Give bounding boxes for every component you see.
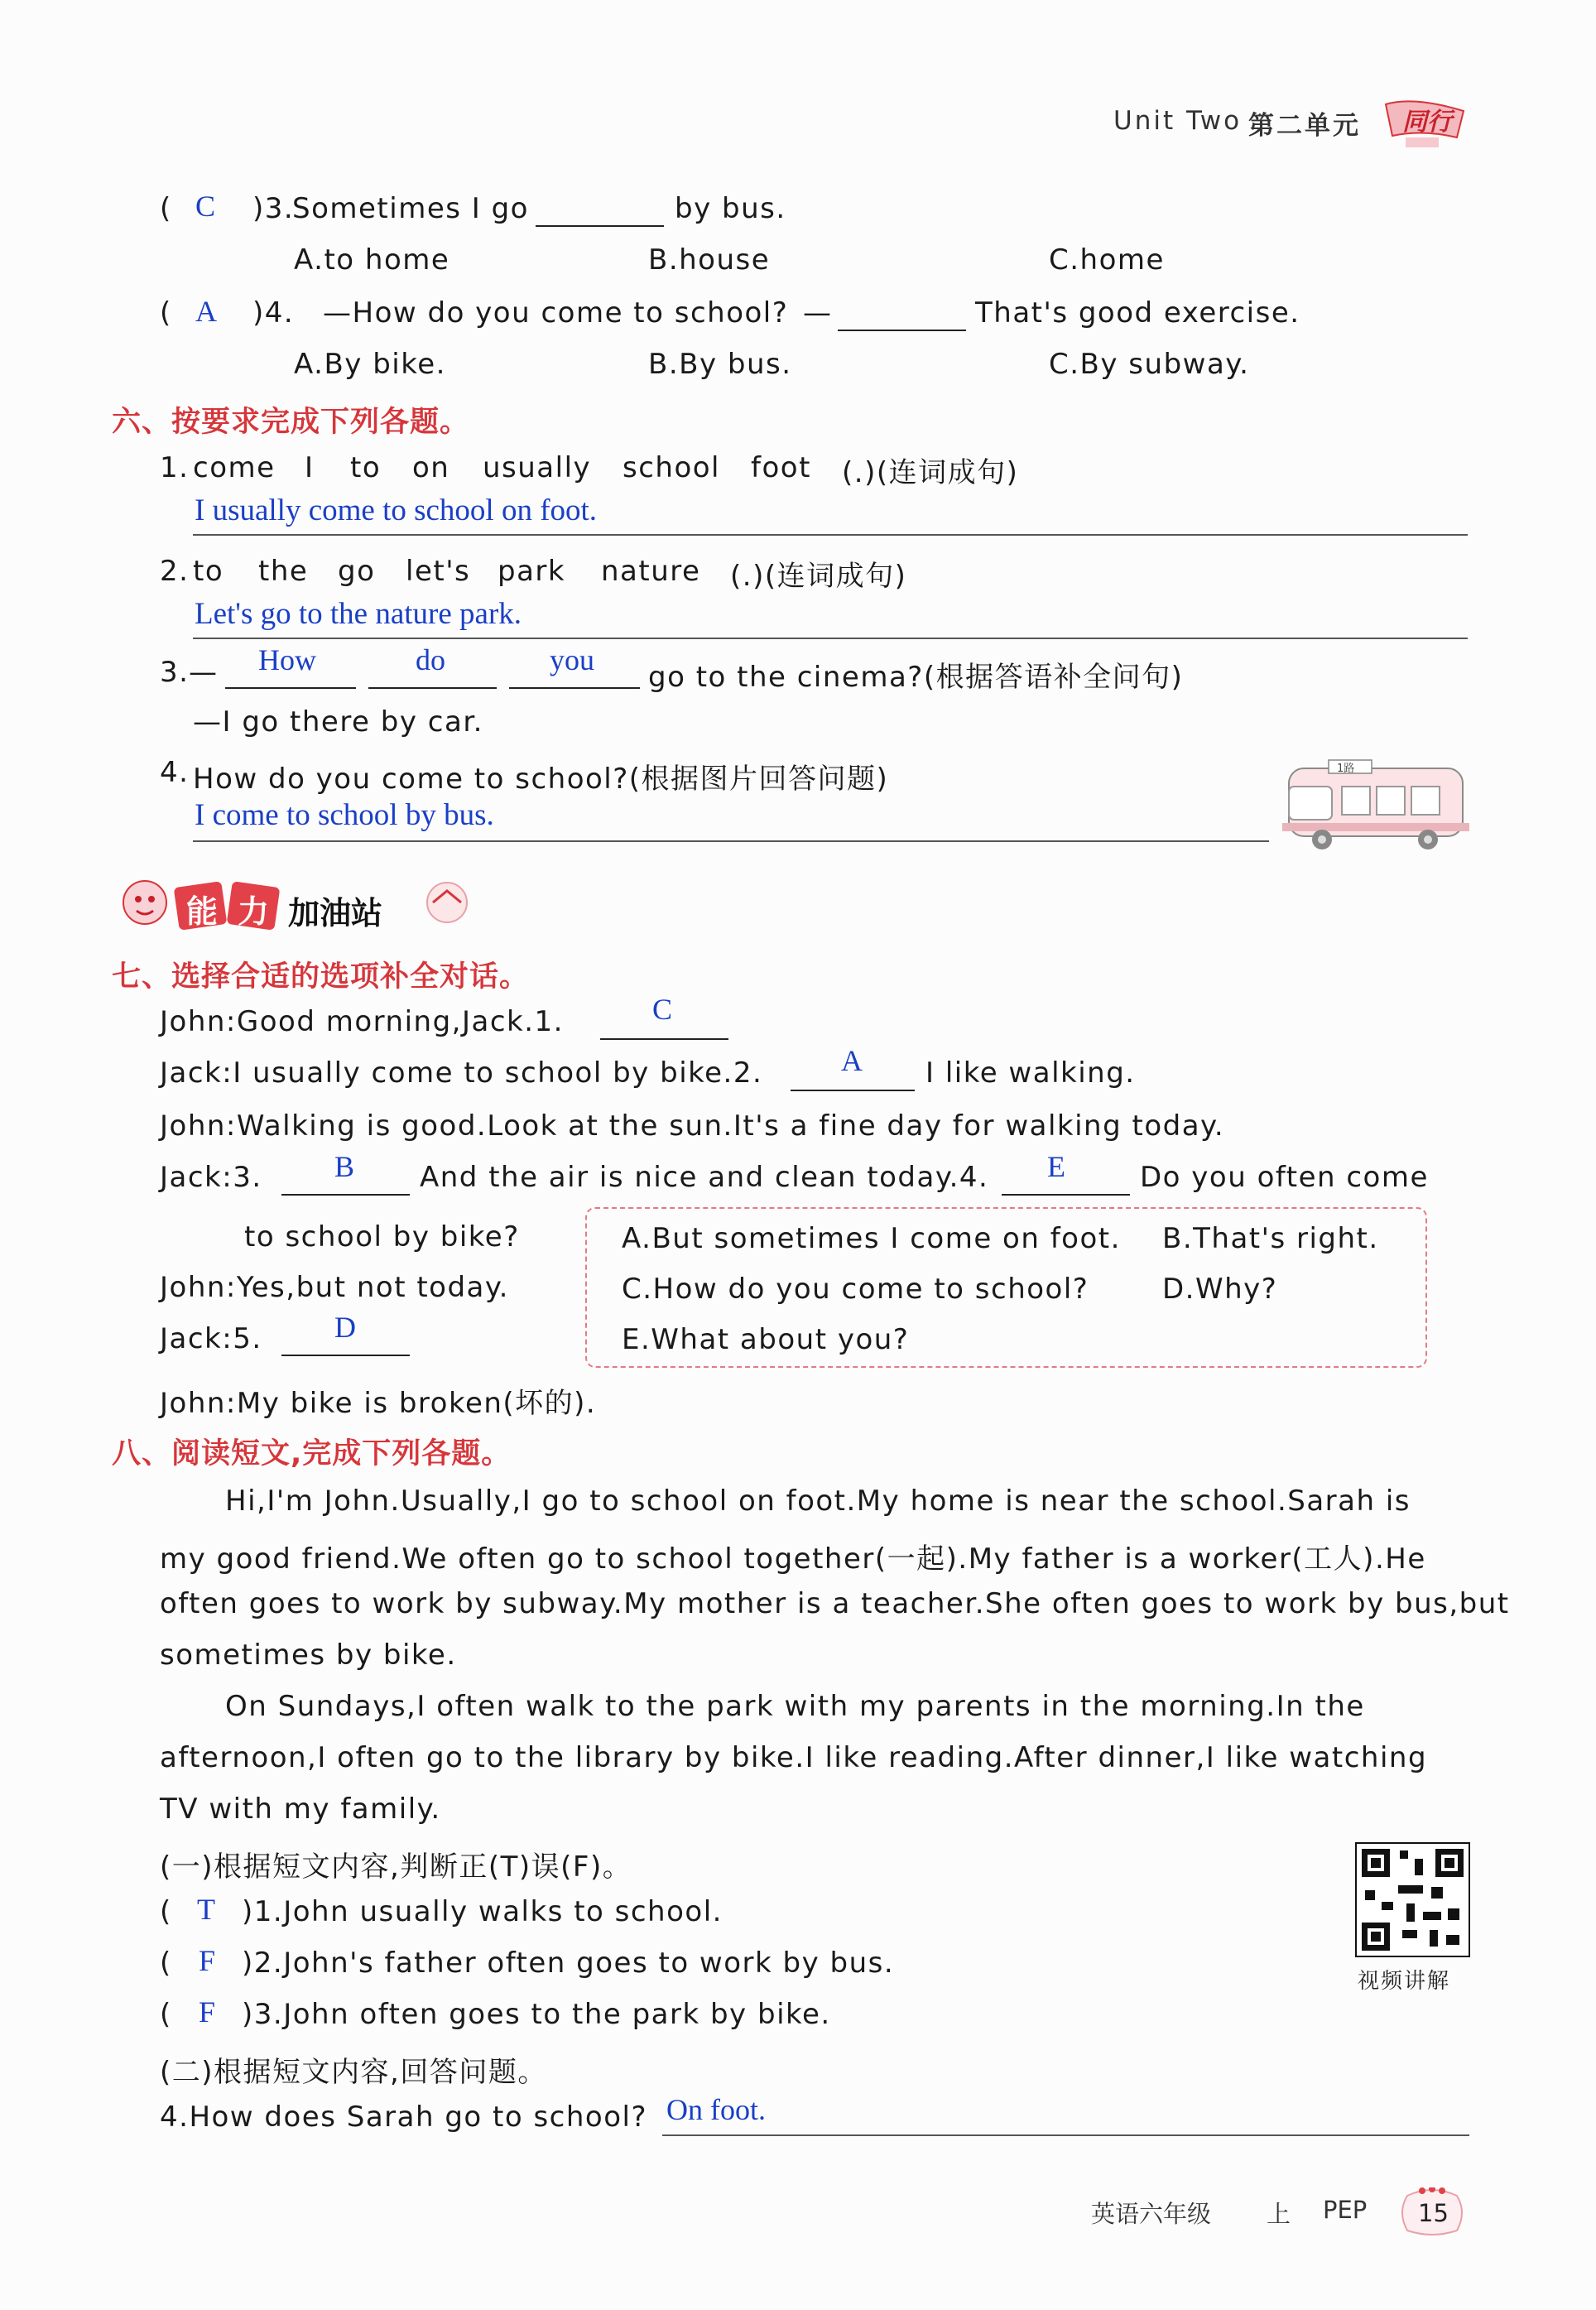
chapter-label: 第二单元 bbox=[1248, 111, 1361, 141]
passage-p2-line-3: TV with my family. bbox=[160, 1793, 441, 1826]
s6-2-word: park bbox=[498, 555, 566, 588]
s6-1-answer: I usually come to school on foot. bbox=[195, 493, 598, 527]
video-label: 视频讲解 bbox=[1358, 1969, 1451, 1994]
q5-3-blank[interactable] bbox=[536, 225, 664, 227]
page-number: 15 bbox=[1418, 2199, 1449, 2227]
s7-line-5: to school by bike? bbox=[244, 1220, 520, 1254]
q5-4-num: )4. bbox=[252, 296, 295, 330]
bus-illustration bbox=[1279, 753, 1473, 853]
s6-3-rest: go to the cinema?(根据答语补全问句) bbox=[648, 661, 1184, 694]
q5-3-stem: Sometimes I go bbox=[292, 192, 529, 225]
option-e: E.What about you? bbox=[622, 1323, 910, 1356]
tf-1-paren: ( bbox=[160, 1895, 172, 1928]
part-2-instruction: (二)根据短文内容,回答问题。 bbox=[160, 2056, 547, 2089]
s7-line-4a: Jack:3. bbox=[160, 1161, 262, 1194]
s7-answer-5: D bbox=[334, 1311, 356, 1344]
s7-blank-4[interactable] bbox=[1002, 1194, 1130, 1196]
s6-1-word: I bbox=[305, 451, 315, 484]
passage-p1-line-2: my good friend.We often go to school together(一起).My father is a worker(工人).He bbox=[160, 1542, 1426, 1576]
q5-4-option-a: A.By bike. bbox=[294, 348, 446, 381]
s6-3-blank-3-answer: you bbox=[550, 643, 594, 676]
passage-p1-line-3: often goes to work by subway.My mother is a teacher.She often goes to work by bus,but bbox=[160, 1587, 1510, 1620]
q5-3-num: )3. bbox=[252, 192, 295, 225]
q5-3-answer: C bbox=[195, 190, 216, 223]
footer-edition: PEP bbox=[1323, 2196, 1368, 2224]
section-6-title: 六、按要求完成下列各题。 bbox=[112, 406, 470, 439]
q5-4-stem: —How do you come to school? bbox=[323, 296, 789, 330]
s6-2-word: let's bbox=[406, 555, 471, 588]
s6-4-num: 4. bbox=[160, 756, 190, 789]
footer-term: 上 bbox=[1267, 2200, 1291, 2228]
s6-2-answer: Let's go to the nature park. bbox=[195, 597, 522, 631]
s6-3-blank-3[interactable] bbox=[509, 687, 640, 689]
q5-3-paren-open: ( bbox=[160, 192, 172, 225]
tf-2-answer: F bbox=[199, 1944, 216, 1977]
option-a: A.But sometimes I come on foot. bbox=[622, 1222, 1121, 1255]
q5-4-option-c: C.By subway. bbox=[1049, 348, 1250, 381]
options-box bbox=[585, 1207, 1427, 1368]
s7-blank-3[interactable] bbox=[281, 1194, 410, 1196]
s7-line-1: John:Good morning,Jack.1. bbox=[160, 1005, 564, 1038]
s6-4-question: How do you come to school?(根据图片回答问题) bbox=[193, 763, 889, 796]
s6-4-answer: I come to school by bus. bbox=[195, 798, 494, 832]
q5-4-blank[interactable] bbox=[838, 330, 966, 331]
s6-3-num: 3. bbox=[160, 656, 190, 689]
unit-label: Unit Two bbox=[1113, 106, 1243, 136]
q5-3-after: by bus. bbox=[675, 192, 786, 225]
s6-2-word: go bbox=[338, 555, 376, 588]
tf-2-paren: ( bbox=[160, 1947, 172, 1980]
s7-line-3: John:Walking is good.Look at the sun.It's a fine day for walking today. bbox=[160, 1109, 1225, 1143]
q8-4-question: 4.How does Sarah go to school? bbox=[160, 2101, 648, 2134]
passage-p2-line-1: On Sundays,I often walk to the park with my parents in the morning.In the bbox=[225, 1690, 1365, 1723]
tf-1-text: )1.John usually walks to school. bbox=[242, 1895, 723, 1928]
section-8-title: 八、阅读短文,完成下列各题。 bbox=[112, 1437, 512, 1470]
s6-3-blank-2[interactable] bbox=[368, 687, 497, 689]
s6-1-num: 1. bbox=[160, 451, 190, 484]
s6-3-dash: — bbox=[189, 656, 219, 689]
s6-1-word: school bbox=[623, 451, 721, 484]
s6-1-word: to bbox=[350, 451, 382, 484]
footer-book: 英语六年级 bbox=[1091, 2200, 1212, 2228]
option-d: D.Why? bbox=[1162, 1273, 1278, 1306]
s7-line-2a: Jack:I usually come to school by bike.2. bbox=[160, 1056, 763, 1090]
s7-line-4b: And the air is nice and clean today.4. bbox=[420, 1161, 989, 1194]
s6-3-blank-2-answer: do bbox=[416, 643, 445, 676]
s7-answer-3: B bbox=[334, 1150, 355, 1183]
banner-title: 加油站 bbox=[288, 895, 383, 931]
s6-3-blank-1[interactable] bbox=[225, 687, 356, 689]
s7-line-4c: Do you often come bbox=[1140, 1161, 1429, 1194]
s6-3-blank-1-answer: How bbox=[258, 643, 316, 676]
s6-1-word: come bbox=[193, 451, 276, 484]
tf-2-text: )2.John's father often goes to work by bus. bbox=[242, 1947, 895, 1980]
s6-2-answer-line[interactable] bbox=[193, 638, 1468, 639]
s6-2-num: 2. bbox=[160, 555, 190, 588]
ability-banner bbox=[112, 869, 476, 936]
brand-text: 同行 bbox=[1402, 108, 1452, 137]
q5-4-option-b: B.By bus. bbox=[648, 348, 792, 381]
q8-4-answer-line[interactable] bbox=[662, 2134, 1469, 2136]
s6-2-word: the bbox=[258, 555, 309, 588]
s7-line-7: Jack:5. bbox=[160, 1322, 262, 1355]
s7-blank-2[interactable] bbox=[791, 1090, 915, 1091]
page-number-badge bbox=[1399, 2187, 1465, 2237]
brand-logo bbox=[1381, 93, 1470, 151]
s7-answer-2: A bbox=[841, 1044, 863, 1077]
tf-3-text: )3.John often goes to the park by bike. bbox=[242, 1998, 831, 2031]
part-1-instruction: (一)根据短文内容,判断正(T)误(F)。 bbox=[160, 1850, 632, 1884]
s6-3-reply: —I go there by car. bbox=[193, 705, 483, 739]
s7-blank-5[interactable] bbox=[281, 1355, 410, 1356]
s7-answer-4: E bbox=[1047, 1150, 1065, 1183]
qr-code[interactable] bbox=[1355, 1842, 1470, 1957]
section-7-title: 七、选择合适的选项补全对话。 bbox=[112, 960, 530, 994]
s6-1-answer-line[interactable] bbox=[193, 534, 1468, 536]
q5-4-dash: — bbox=[803, 296, 833, 330]
passage-p1-line-4: sometimes by bike. bbox=[160, 1639, 457, 1672]
q5-3-option-c: C.home bbox=[1049, 243, 1165, 277]
s6-1-instruction: (.)(连词成句) bbox=[842, 456, 1019, 489]
s7-line-2b: I like walking. bbox=[925, 1056, 1136, 1090]
bus-route-label: 1路 bbox=[1337, 763, 1355, 775]
s6-2-word: nature bbox=[601, 555, 701, 588]
q5-3-option-b: B.house bbox=[648, 243, 771, 277]
s6-2-word: to bbox=[193, 555, 224, 588]
q5-3-option-a: A.to home bbox=[294, 243, 450, 277]
s7-line-6: John:Yes,but not today. bbox=[160, 1271, 509, 1304]
s6-1-word: usually bbox=[483, 451, 592, 484]
q8-4-answer: On foot. bbox=[666, 2093, 766, 2126]
banner-char-1: 能 bbox=[186, 893, 219, 930]
tf-3-answer: F bbox=[199, 1995, 216, 2028]
s6-4-answer-line[interactable] bbox=[193, 840, 1269, 842]
banner-char-2: 力 bbox=[238, 893, 270, 930]
q5-4-after: That's good exercise. bbox=[975, 296, 1300, 330]
tf-1-answer: T bbox=[197, 1893, 215, 1926]
s6-2-instruction: (.)(连词成句) bbox=[730, 560, 907, 593]
s7-answer-1: C bbox=[652, 993, 673, 1026]
s7-line-8: John:My bike is broken(坏的). bbox=[160, 1387, 597, 1420]
s6-1-word: foot bbox=[751, 451, 811, 484]
passage-p2-line-2: afternoon,I often go to the library by bike.I like reading.After dinner,I like watching bbox=[160, 1741, 1428, 1774]
passage-p1-line-1: Hi,I'm John.Usually,I go to school on foot.My home is near the school.Sarah is bbox=[225, 1485, 1411, 1518]
q5-4-paren-open: ( bbox=[160, 296, 172, 330]
option-b: B.That's right. bbox=[1162, 1222, 1379, 1255]
q5-4-answer: A bbox=[195, 295, 217, 328]
tf-3-paren: ( bbox=[160, 1998, 172, 2031]
option-c: C.How do you come to school? bbox=[622, 1273, 1089, 1306]
s6-1-word: on bbox=[412, 451, 450, 484]
s7-blank-1[interactable] bbox=[600, 1038, 728, 1040]
